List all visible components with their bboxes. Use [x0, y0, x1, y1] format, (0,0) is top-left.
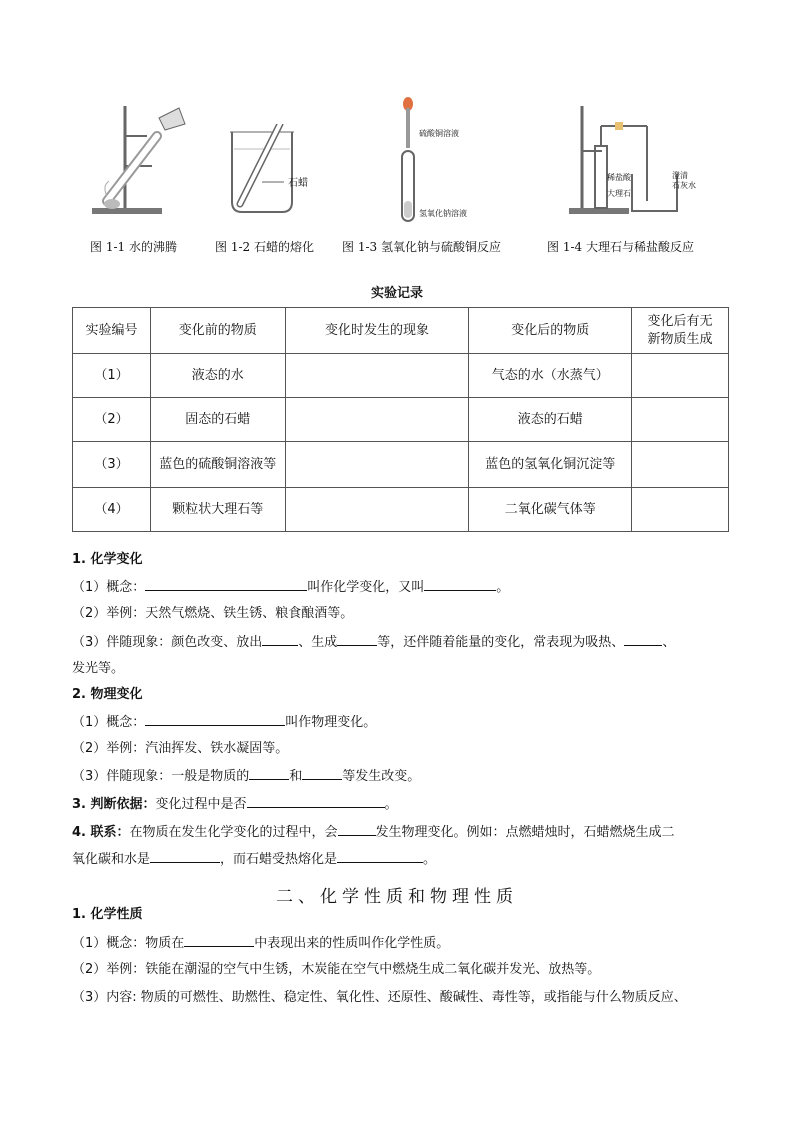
- blank: [337, 850, 423, 863]
- cell-phenomenon: [285, 488, 469, 532]
- cell-after: 二氧化碳气体等: [469, 488, 632, 532]
- cell-before: 固态的石蜡: [150, 398, 285, 442]
- header-cell: 变化后有无 新物质生成: [632, 308, 729, 354]
- cell-before: 蓝色的硫酸铜溶液等: [150, 442, 285, 488]
- cell-phenomenon: [285, 442, 469, 488]
- caption-fig1: 图 1-1 水的沸腾: [90, 240, 177, 254]
- line-phys-example: （2）举例：汽油挥发、铁水凝固等。: [72, 741, 289, 756]
- line-chem-example: （2）举例：天然气燃烧、铁生锈、粮食酿酒等。: [72, 606, 354, 621]
- blank: [145, 713, 285, 726]
- line-judgement-basis: 3. 判断依据：变化过程中是否 。: [72, 797, 398, 812]
- cell-num: （4）: [73, 488, 151, 532]
- blank: [184, 934, 254, 947]
- header-cell: 变化前的物质: [150, 308, 285, 354]
- cell-num: （2）: [73, 398, 151, 442]
- figure-captions: [0, 238, 794, 256]
- table-title: 实验记录: [370, 286, 423, 301]
- cell-num: （3）: [73, 442, 151, 488]
- blank: [145, 578, 307, 591]
- fig4-label-hcl: 稀盐酸: [607, 173, 631, 182]
- line-prop-concept: （1）概念：物质在 中表现出来的性质叫作化学性质。: [72, 936, 450, 951]
- blank: [337, 633, 377, 646]
- line-prop-content: （3）内容: 物质的可燃性、助燃性、稳定性、氧化性、还原性、酸碱性、毒性等，或指能与什么物质反应、: [72, 990, 687, 1005]
- line-chem-phenomena-cont: 发光等。: [72, 661, 125, 676]
- cell-phenomenon: [285, 398, 469, 442]
- cell-phenomenon: [285, 354, 469, 398]
- heading-chemical-change: 1. 化学变化: [72, 552, 143, 567]
- heading-physical-change: 2. 物理变化: [72, 687, 143, 702]
- cell-new: [632, 442, 729, 488]
- boiling-water-apparatus-figure: [87, 96, 207, 221]
- blank: [302, 767, 342, 780]
- cell-before: 颗粒状大理石等: [150, 488, 285, 532]
- table-row: [73, 354, 729, 398]
- experiment-record-table: [72, 307, 729, 532]
- fig4-label-limewater-1: 澄清: [672, 171, 688, 180]
- fig3-label-top: 硫酸铜溶液: [419, 129, 459, 138]
- fig3-label-bottom: 氢氧化钠溶液: [419, 209, 467, 218]
- cell-new: [632, 398, 729, 442]
- blank: [249, 767, 289, 780]
- header-cell: 变化时发生的现象: [285, 308, 469, 354]
- caption-fig4: 图 1-4 大理石与稀盐酸反应: [547, 240, 694, 254]
- blank: [624, 633, 662, 646]
- paraffin-melting-figure: [222, 124, 332, 219]
- blank: [338, 823, 376, 836]
- blank: [424, 578, 496, 591]
- header-cell: 实验编号: [73, 308, 151, 354]
- line-prop-example: （2）举例：铁能在潮湿的空气中生锈，木炭能在空气中燃烧生成二氧化碳并发光、放热等。: [72, 962, 601, 977]
- marble-hcl-apparatus-figure: [567, 96, 702, 218]
- caption-fig2: 图 1-2 石蜡的熔化: [215, 240, 314, 254]
- blank: [247, 795, 385, 808]
- cell-after: 气态的水（水蒸气）: [469, 354, 632, 398]
- cell-new: [632, 488, 729, 532]
- line-chem-phenomena: （3）伴随现象：颜色改变、放出 、生成 等，还伴随着能量的变化，常表现为吸热、 、: [72, 635, 676, 650]
- cell-new: [632, 354, 729, 398]
- cell-after: 液态的石蜡: [469, 398, 632, 442]
- table-row: [73, 488, 729, 532]
- line-phys-concept: （1）概念： 叫作物理变化。: [72, 715, 377, 730]
- blank: [262, 633, 298, 646]
- fig4-label-limewater-2: 石灰水: [672, 181, 696, 190]
- figures-row: [72, 96, 732, 226]
- fig4-label-marble: 大理石: [607, 189, 631, 198]
- line-chem-concept: （1）概念： 叫作化学变化，又叫 。: [72, 580, 510, 595]
- line-relation-cont: 氧化碳和水是 ，而石蜡受热熔化是 。: [72, 852, 437, 867]
- header-cell: 变化后的物质: [469, 308, 632, 354]
- blank: [150, 850, 220, 863]
- section-title: 二、化学性质和物理性质: [276, 887, 518, 907]
- table-row: [73, 398, 729, 442]
- caption-fig3: 图 1-3 氢氧化钠与硫酸铜反应: [342, 240, 501, 254]
- fig2-label: 石蜡: [288, 178, 308, 189]
- cell-num: （1）: [73, 354, 151, 398]
- cell-before: 液态的水: [150, 354, 285, 398]
- naoh-cuso4-reaction-figure: [392, 96, 452, 224]
- heading-chemical-property: 1. 化学性质: [72, 907, 143, 922]
- line-phys-phenomena: （3）伴随现象：一般是物质的 和 等发生改变。: [72, 769, 421, 784]
- table-header-row: [73, 308, 729, 354]
- line-relation: 4. 联系：在物质在发生化学变化的过程中，会 发生物理变化。例如：点燃蜡烛时，石蜡燃烧生成二: [72, 825, 675, 840]
- table-row: [73, 442, 729, 488]
- cell-after: 蓝色的氢氧化铜沉淀等: [469, 442, 632, 488]
